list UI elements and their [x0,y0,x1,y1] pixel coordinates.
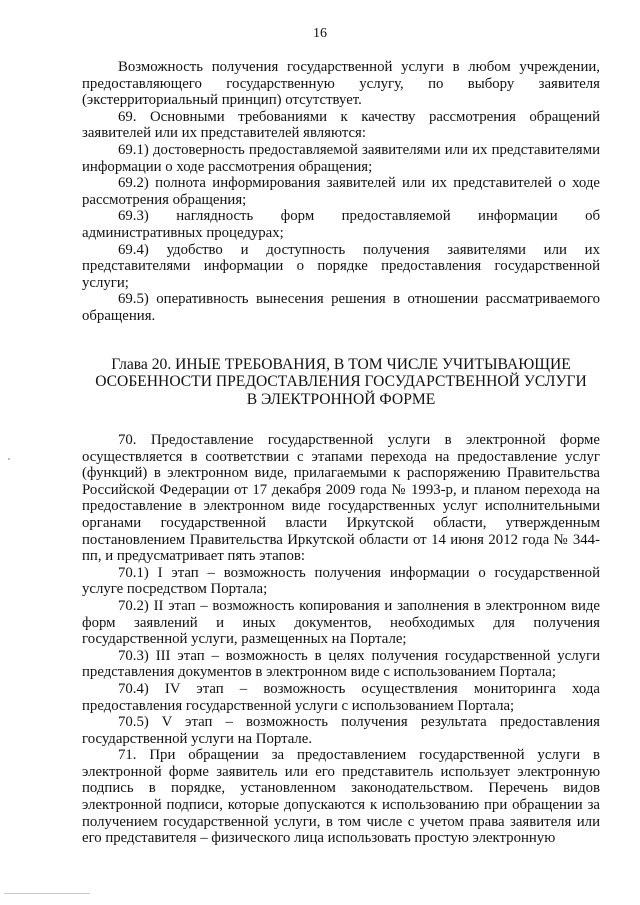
footer-divider [4,893,90,894]
chapter-heading-line-3: В ЭЛЕКТРОННОЙ ФОРМЕ [246,390,436,408]
paragraph-69-5: 69.5) оперативность вынесения решения в отношении рассматриваемого обращения. [82,291,600,324]
chapter-heading [82,356,600,409]
paragraph-71: 71. При обращении за предоставлением государственной услуги в электронной форме заявитель или его представитель использует электронную подпись в порядке, установленном законодательством. Перечень видов электронной подписи, которые допускаются к использованию при обращении за получением государственной услуги, в том числе с учетом права заявителя или его представителя – физического лица использовать простую электронную [82,747,600,847]
paragraph-70-4: 70.4) IV этап – возможность осуществления мониторинга хода предоставления государственной услуги с использованием Портала; [82,680,600,714]
scan-margin-mark [8,458,10,460]
paragraph-69-1: 69.1) достоверность предоставляемой заявителями или их представителями информации о ходе рассмотрения обращения; [82,141,600,175]
paragraph-70-2: 70.2) II этап – возможность копирования и заполнения в электронном виде форм заявлений и иных документов, необходимых для получения государственной услуги, размещенных на Портале; [82,597,600,648]
paragraph-70-1: 70.1) I этап – возможность получения информации о государственной услуге посредством Портала; [82,564,600,598]
paragraph-69-3: 69.3) наглядность форм предоставляемой информации об административных процедурах; [82,208,600,241]
paragraph-69-2: 69.2) полнота информирования заявителей или их представителей о ходе рассмотрения обращения; [82,175,600,208]
paragraph-70: 70. Предоставление государственной услуги в электронной форме осуществляется в соответствии с этапами перехода на предоставление услуг (функций) в электронном виде, прилагаемыми к распоряжению Правительства Российской Федерации от 17 декабря 2009 года № 1993-р, и планом перехода на предоставление в электронном виде государственных услуг исполнительными органами государственной власти Иркутской области, утвержденным постановлением Правительства Иркутской области от 14 июня 2012 года № 344-пп, и предусматривает пять этапов: [82,432,600,565]
paragraph-70-5: 70.5) V этап – возможность получения результата предоставления государственной услуги на Портале. [82,714,600,747]
paragraph-extraterritorial: Возможность получения государственной услуги в любом учреждении, предоставляющего государственную услугу, по выбору заявителя (экстерриториальный принцип) отсутствует. [82,59,600,109]
chapter-heading-line-2: ОСОБЕННОСТИ ПРЕДОСТАВЛЕНИЯ ГОСУДАРСТВЕННОЙ УСЛУГИ [95,373,587,390]
paragraph-69-4: 69.4) удобство и доступность получения заявителями или их представителями информации о порядке предоставления государственной услуги; [82,241,600,291]
paragraph-70-3: 70.3) III этап – возможность в целях получения государственной услуги представления документов в электронном виде с использованием Портала; [82,647,600,681]
paragraph-69: 69. Основными требованиями к качеству рассмотрения обращений заявителей или их представителей являются: [82,108,600,142]
document-body [82,59,600,847]
page-number: 16 [313,26,327,41]
chapter-heading-line-1: Глава 20. ИНЫЕ ТРЕБОВАНИЯ, В ТОМ ЧИСЛЕ УЧИТЫВАЮЩИЕ [111,355,571,373]
